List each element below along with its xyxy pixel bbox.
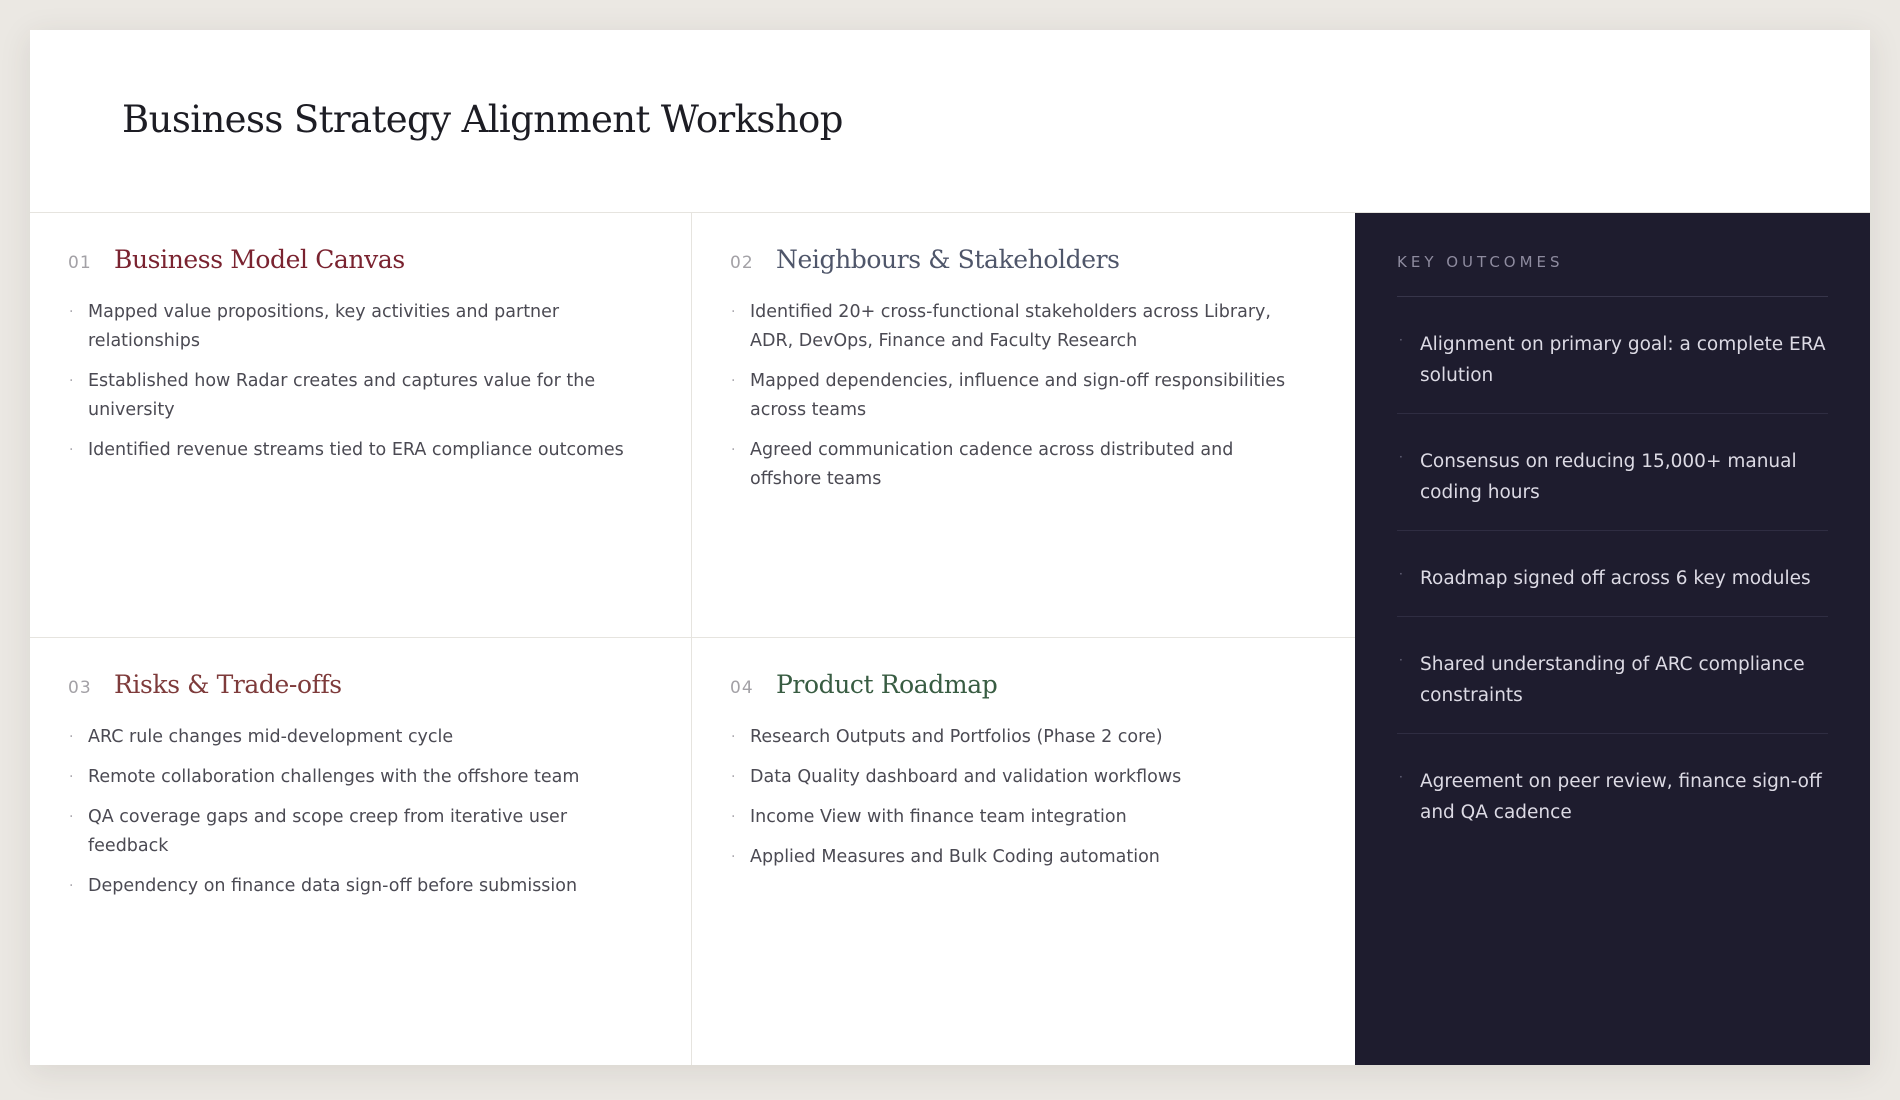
outcome-item <box>1397 734 1828 850</box>
bullet-icon: · <box>1399 450 1403 464</box>
outcome-text: Consensus on reducing 15,000+ manual coding hours <box>1420 451 1797 503</box>
outcome-item <box>1397 617 1828 734</box>
outcome-text: Roadmap signed off across 6 key modules <box>1420 568 1811 589</box>
list-item <box>68 872 648 901</box>
bullet-icon: · <box>1399 567 1403 581</box>
bullet-icon: · <box>69 878 74 894</box>
list-item <box>730 843 1310 872</box>
quadrant-list <box>68 298 648 476</box>
list-item-text: QA coverage gaps and scope creep from iterative user feedback <box>88 807 568 856</box>
quadrant-risks-trade-offs <box>30 638 692 1065</box>
list-item-text: Mapped dependencies, influence and sign-off responsibilities across teams <box>750 371 1286 420</box>
bullet-icon: · <box>69 304 74 320</box>
slide <box>30 30 1870 1065</box>
bullet-icon: · <box>1399 333 1403 347</box>
quadrant-product-roadmap <box>692 638 1355 1065</box>
list-item-text: Dependency on finance data sign-off before submission <box>88 876 578 896</box>
list-item <box>68 367 648 425</box>
list-item-text: Research Outputs and Portfolios (Phase 2 core) <box>750 727 1163 747</box>
list-item-text: Remote collaboration challenges with the offshore team <box>88 767 580 787</box>
outcome-text: Alignment on primary goal: a complete ERA solution <box>1420 334 1826 386</box>
bullet-icon: · <box>731 304 736 320</box>
quadrant-business-model-canvas <box>30 213 692 638</box>
quadrant-title: Risks & Trade-offs <box>114 670 342 699</box>
quadrant-header <box>730 670 997 699</box>
outcome-item <box>1397 531 1828 617</box>
list-item <box>68 763 648 792</box>
key-outcomes-list <box>1397 297 1828 850</box>
list-item-text: ARC rule changes mid-development cycle <box>88 727 454 747</box>
quadrant-number: 01 <box>68 253 92 273</box>
bullet-icon: · <box>1399 770 1403 784</box>
quadrant-header <box>730 245 1120 274</box>
quadrant-list <box>730 723 1310 883</box>
bullet-icon: · <box>731 729 736 745</box>
bullet-icon: · <box>731 809 736 825</box>
list-item-text: Agreed communication cadence across distributed and offshore teams <box>750 440 1234 489</box>
quadrant-header <box>68 670 342 699</box>
list-item-text: Identified 20+ cross-functional stakeholders across Library, ADR, DevOps, Finance and Faculty Research <box>750 302 1271 351</box>
quadrant-number: 04 <box>730 678 754 698</box>
page-title: Business Strategy Alignment Workshop <box>122 98 843 141</box>
key-outcomes-label: KEY OUTCOMES <box>1397 253 1828 297</box>
bullet-icon: · <box>731 849 736 865</box>
bullet-icon: · <box>1399 653 1403 667</box>
outcome-text: Agreement on peer review, finance sign-off and QA cadence <box>1420 771 1822 823</box>
quadrant-title: Neighbours & Stakeholders <box>776 245 1120 274</box>
quadrant-list <box>68 723 648 912</box>
list-item <box>730 763 1310 792</box>
outcome-item <box>1397 297 1828 414</box>
list-item <box>730 298 1310 356</box>
outcome-item <box>1397 414 1828 531</box>
bullet-icon: · <box>731 373 736 389</box>
bullet-icon: · <box>731 769 736 785</box>
bullet-icon: · <box>731 442 736 458</box>
list-item-text: Established how Radar creates and captures value for the university <box>88 371 596 420</box>
header <box>30 30 1870 213</box>
bullet-icon: · <box>69 729 74 745</box>
bullet-icon: · <box>69 769 74 785</box>
list-item <box>730 803 1310 832</box>
quadrant-number: 03 <box>68 678 92 698</box>
list-item-text: Income View with finance team integration <box>750 807 1127 827</box>
list-item <box>730 436 1310 494</box>
outcome-text: Shared understanding of ARC compliance constraints <box>1420 654 1805 706</box>
list-item <box>68 436 648 465</box>
bullet-icon: · <box>69 442 74 458</box>
key-outcomes-panel <box>1355 213 1870 1065</box>
list-item <box>730 367 1310 425</box>
quadrant-neighbours-stakeholders <box>692 213 1355 638</box>
list-item <box>68 298 648 356</box>
bullet-icon: · <box>69 373 74 389</box>
list-item <box>730 723 1310 752</box>
list-item <box>68 803 648 861</box>
quadrant-number: 02 <box>730 253 754 273</box>
list-item-text: Data Quality dashboard and validation workflows <box>750 767 1182 787</box>
quadrant-title: Product Roadmap <box>776 670 998 699</box>
quadrant-title: Business Model Canvas <box>114 245 405 274</box>
bullet-icon: · <box>69 809 74 825</box>
list-item-text: Mapped value propositions, key activities and partner relationships <box>88 302 560 351</box>
list-item-text: Identified revenue streams tied to ERA compliance outcomes <box>88 440 624 460</box>
list-item <box>68 723 648 752</box>
list-item-text: Applied Measures and Bulk Coding automation <box>750 847 1160 867</box>
quadrant-list <box>730 298 1310 505</box>
quadrant-header <box>68 245 405 274</box>
